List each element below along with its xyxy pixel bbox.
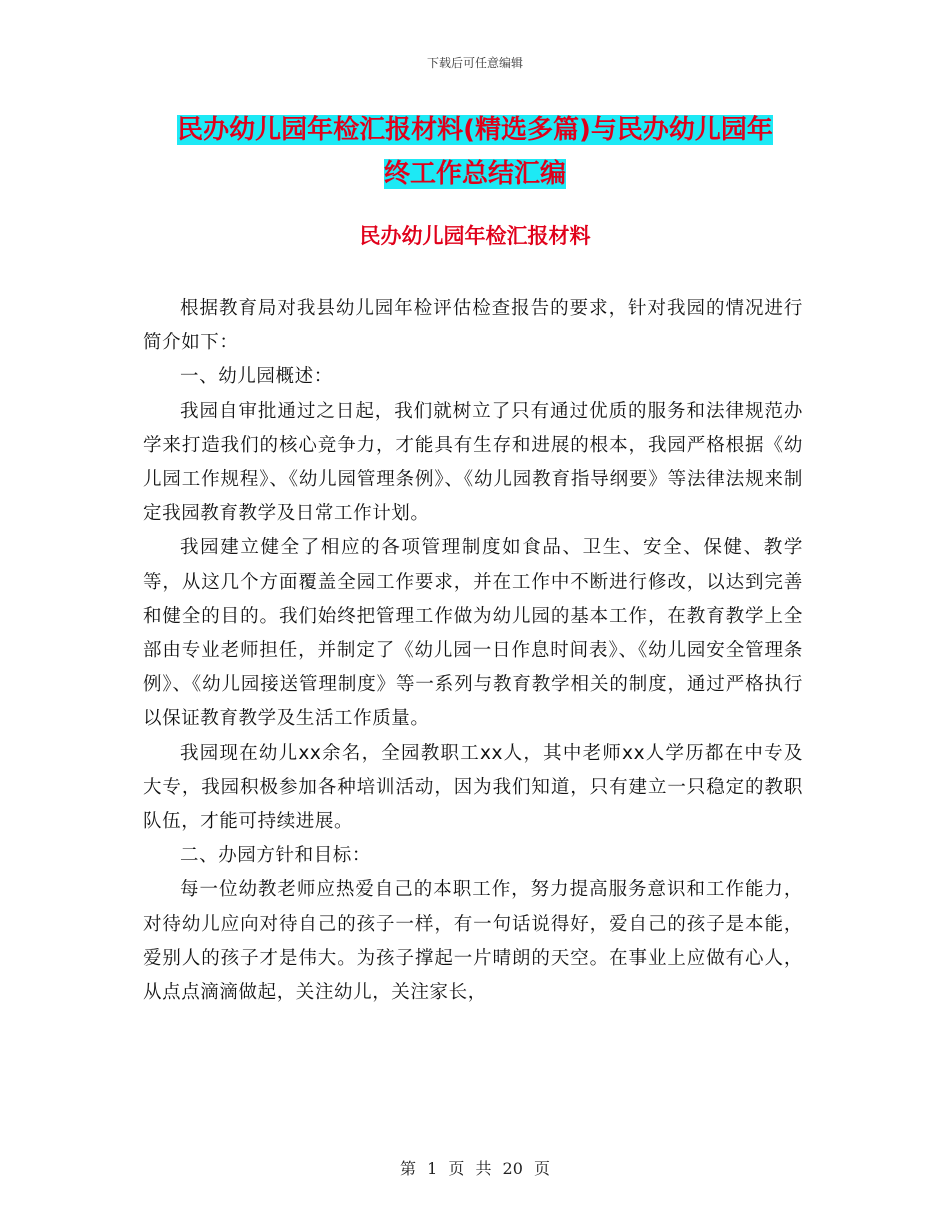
title-line-2: 终工作总结汇编 xyxy=(383,159,566,189)
paragraph: 我园自审批通过之日起，我们就树立了只有通过优质的服务和法律规范办学来打造我们的核心竞争力，才能具有生存和进展的根本，我园严格根据《幼儿园工作规程》、《幼儿园管理条例》、《幼儿园教育指导纲要》等法律法规来制定我园教育教学及日常工作计划。 xyxy=(143,400,803,525)
title-line-1: 民办幼儿园年检汇报材料(精选多篇)与民办幼儿园年 xyxy=(177,115,773,145)
page-footer: 第 1 页 共 20 页 xyxy=(400,1159,550,1178)
section-title: 民办幼儿园年检汇报材料 xyxy=(359,224,591,248)
paragraph: 根据教育局对我县幼儿园年检评估检查报告的要求，针对我园的情况进行简介如下： xyxy=(143,298,803,354)
paragraph: 一、幼儿园概述： xyxy=(180,366,333,388)
paragraph: 每一位幼教老师应热爱自己的本职工作，努力提高服务意识和工作能力，对待幼儿应向对待自己的孩子一样，有一句话说得好，爱自己的孩子是本能，爱别人的孩子才是伟大。为孩子撑起一片晴朗的天空。在事业上应做有心人，从点点滴滴做起，关注幼儿，关注家长， xyxy=(143,879,803,1004)
paragraph: 我园建立健全了相应的各项管理制度如食品、卫生、安全、保健、教学等，从这几个方面覆盖全园工作要求，并在工作中不断进行修改，以达到完善和健全的目的。我们始终把管理工作做为幼儿园的基本工作，在教育教学上全部由专业老师担任，并制定了《幼儿园一日作息时间表》、《幼儿园安全管理条例》、《幼儿园接送管理制度》等一系列与教育教学相关的制度，通过严格执行以保证教育教学及生活工作质量。 xyxy=(143,537,803,730)
document-title xyxy=(145,108,805,196)
paragraph: 我园现在幼儿xx余名，全园教职工xx人，其中老师xx人学历都在中专及大专，我园积极参加各种培训活动，因为我们知道，只有建立一只稳定的教职队伍，才能可持续进展。 xyxy=(143,742,803,833)
header-note: 下载后可任意编辑 xyxy=(426,56,523,70)
body-text xyxy=(143,292,803,1010)
paragraph: 二、办园方针和目标： xyxy=(180,845,372,867)
